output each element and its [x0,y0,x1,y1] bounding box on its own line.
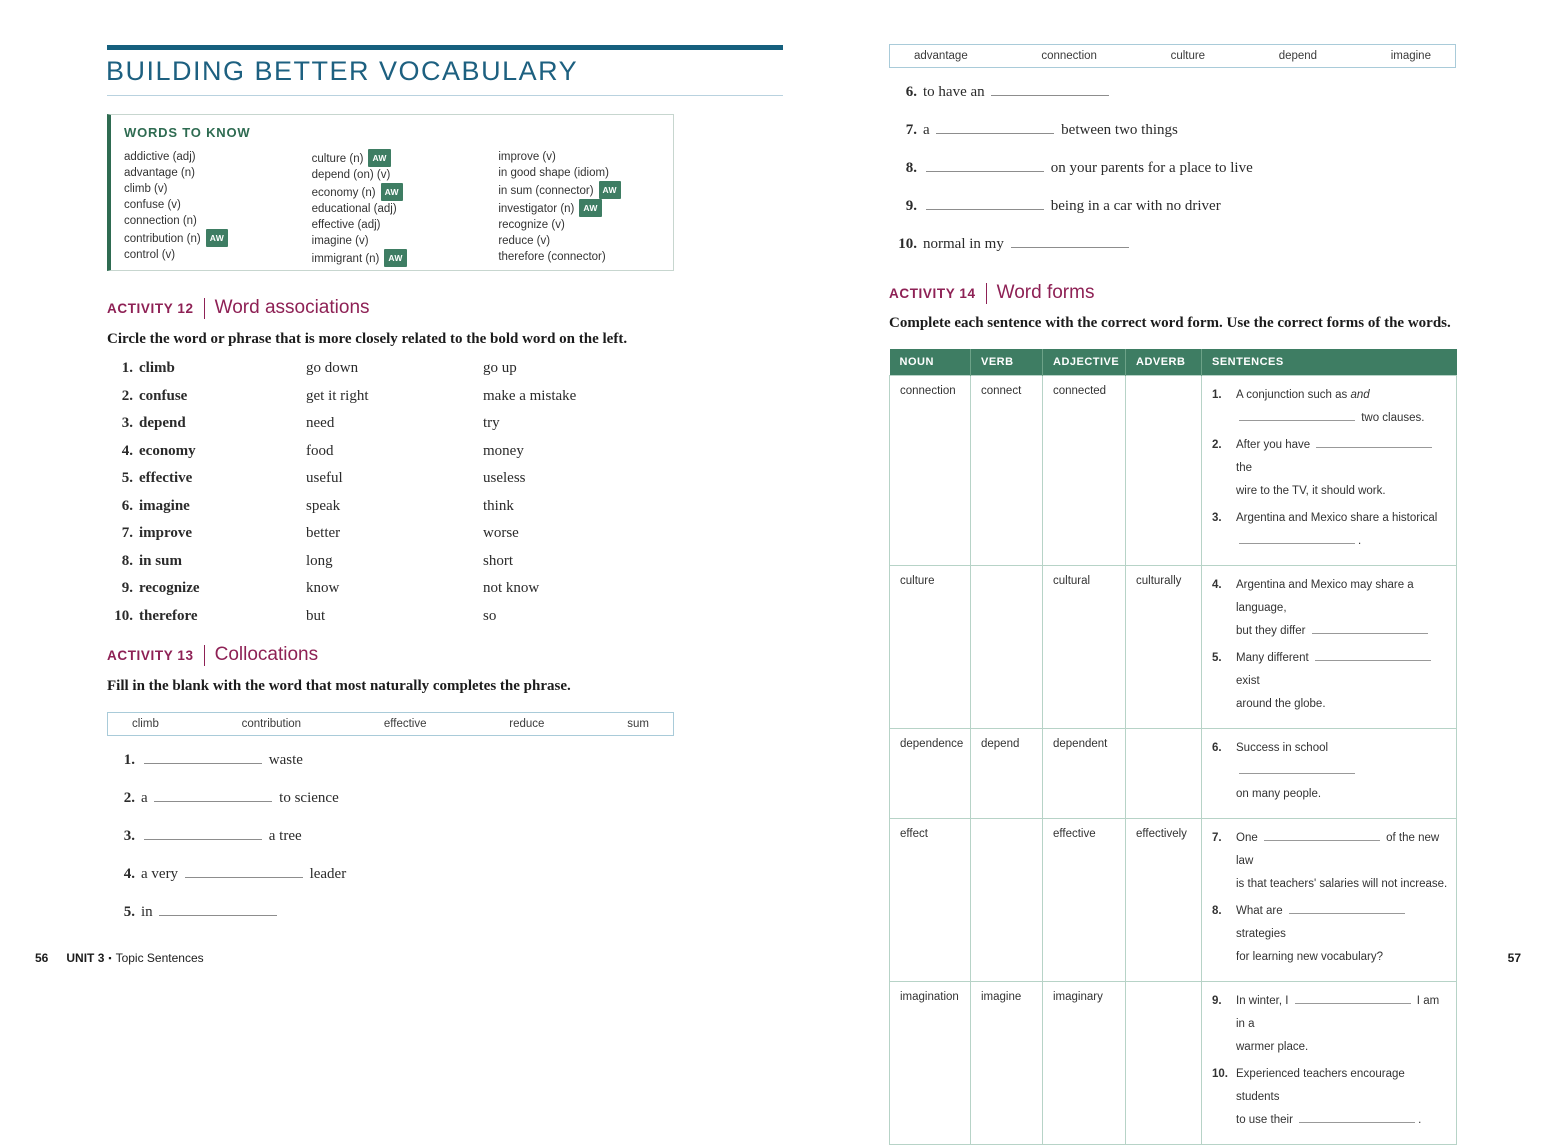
aw-badge: AW [368,149,390,167]
word-bank-item: culture [1170,50,1206,62]
sentence-text: After you have the wire to the TV, it should work. [1236,439,1435,497]
table-row [890,566,1457,729]
vocab-word [124,197,312,213]
fill-text: being in a car with no driver [923,198,1221,215]
vocab-word [498,199,673,217]
activity13-instruction: Fill in the blank with the word that most naturally completes the phrase. [107,678,571,694]
sentence-item [1212,507,1448,553]
option-left: speak [306,497,341,514]
bold-word: economy [139,442,196,459]
association-row [107,360,783,388]
bold-word: therefore [139,607,198,624]
vocab-word [312,249,499,267]
page-number: 56 [35,951,49,965]
aw-badge: AW [579,199,601,217]
item-number: 3. [121,415,133,431]
fill-text: a to science [141,790,339,806]
table-row [890,376,1457,566]
words-to-know-heading: WORDS TO KNOW [124,125,251,140]
page-right [781,0,1563,1126]
activity12-instruction: Circle the word or phrase that is more closely related to the bold word on the left. [107,331,628,347]
vocab-word-text: improve (v) [498,151,556,163]
item-number: 5. [121,470,133,486]
heading-divider [204,298,205,319]
cell-adverb [1126,982,1202,1145]
fill-item [889,198,1456,236]
cell-sentences [1202,819,1457,982]
fill-item [107,828,783,866]
italic-word: and [1350,389,1370,401]
vocab-word-text: connection (n) [124,215,197,227]
association-row [107,498,783,526]
answer-blank [144,753,262,764]
cell-adverb [1126,376,1202,566]
association-row [107,553,783,581]
sentence-item [1212,384,1448,430]
bold-word: effective [139,470,193,486]
sentence-text: Argentina and Mexico may share a language, but they differ [1236,579,1431,637]
fill-item [889,84,1456,122]
section-label: Topic Sentences [115,951,204,965]
bold-word: imagine [139,497,190,514]
sentence-number: 4. [1212,579,1222,591]
vocab-word [498,165,673,181]
bold-word: recognize [139,580,200,596]
sentence-text: One of the new law is that teachers' salaries will not increase. [1236,832,1448,890]
cell-verb [971,566,1043,729]
item-number: 8. [121,552,133,569]
fill-text: in [141,904,280,921]
sentence-text: A conjunction such as and two clauses. [1236,389,1425,424]
option-left: better [306,525,341,541]
vocab-word [124,213,312,229]
activity-title: Word forms [996,282,1095,303]
sentence-item [1212,647,1448,716]
sentence-item [1212,900,1448,969]
page-number: 57 [1507,951,1521,965]
vocab-word [124,247,312,263]
item-number: 4. [121,442,133,459]
fill-item [107,790,783,828]
cell-sentences [1202,729,1457,819]
vocab-word-text: immigrant (n) [311,253,380,265]
option-left: need [306,415,335,431]
sentence-text: Many different exist around the globe. [1236,652,1434,710]
item-number: 10. [898,236,917,252]
sentence-number: 6. [1212,742,1222,754]
association-row [107,470,783,498]
cell-adjective: connected [1043,376,1126,566]
option-right: useless [483,470,526,486]
activity13-items-continued [889,84,1456,274]
answer-blank [1316,439,1432,448]
activity13-heading [107,644,318,666]
vocab-word [498,217,673,233]
fill-text: a very leader [141,866,347,882]
vocab-word-text: in sum (connector) [498,185,594,197]
column-header: ADJECTIVE [1043,349,1126,376]
vocab-word [312,149,499,167]
sentence-text: What are strategies for learning new vocabulary? [1236,905,1408,963]
vocab-word-text: climb (v) [124,183,168,195]
word-bank-item: climb [132,718,159,730]
vocab-word [498,149,673,165]
vocab-word-text: culture (n) [311,153,364,165]
activity-label: ACTIVITY 14 [889,285,976,301]
sentence-number: 2. [1212,439,1222,451]
answer-blank [1299,1114,1415,1123]
association-row [107,415,783,443]
vocab-word-text: reduce (v) [498,235,551,247]
bold-word: climb [139,360,175,376]
vocab-word-text: depend (on) (v) [311,169,391,181]
sentence-number: 10. [1212,1068,1228,1080]
word-bank-item: depend [1278,50,1318,62]
vocab-word-text: investigator (n) [498,203,575,215]
activity13-word-bank [107,712,674,736]
unit-label: UNIT 3 [66,951,105,965]
association-row [107,388,783,416]
option-right: short [483,552,513,569]
fill-item [107,866,783,904]
vocab-word-text: educational (adj) [311,203,397,215]
option-right: make a mistake [483,387,577,404]
answer-blank [159,905,277,916]
word-bank-item: effective [383,718,427,730]
words-column [498,149,673,267]
table-row [890,729,1457,819]
column-header: SENTENCES [1202,349,1457,376]
activity-title: Collocations [214,644,319,665]
answer-blank [1264,832,1380,841]
vocab-word [312,217,499,233]
vocab-word [498,233,673,249]
item-number: 9. [121,580,133,596]
answer-blank [1315,652,1431,661]
option-left: go down [306,360,359,376]
vocab-word [312,167,499,183]
vocab-word-text: contribution (n) [124,233,201,245]
vocab-word-text: control (v) [124,249,176,261]
item-number: 7. [905,122,917,138]
sentence-text: Argentina and Mexico share a historical . [1236,512,1438,547]
association-row [107,580,783,608]
option-right: not know [483,580,540,596]
option-left: long [306,552,333,569]
answer-blank [185,867,303,878]
bold-word: in sum [139,552,182,569]
vocab-word-text: confuse (v) [124,199,181,211]
item-number: 8. [905,160,917,176]
table-row [890,819,1457,982]
vocab-word [312,233,499,249]
sentence-item [1212,737,1448,806]
heading-divider [986,283,987,304]
cell-sentences [1202,566,1457,729]
activity12-heading [107,297,370,319]
fill-text: normal in my [923,236,1132,253]
cell-verb: depend [971,729,1043,819]
cell-verb: imagine [971,982,1043,1145]
word-bank-item: imagine [1390,50,1431,62]
word-bank-item: connection [1041,50,1097,62]
fill-text: on your parents for a place to live [923,160,1253,177]
fill-text: to have an [923,84,1112,101]
bold-word: confuse [139,387,188,404]
item-number: 6. [905,84,917,100]
answer-blank [991,85,1109,96]
vocab-word-text: therefore (connector) [498,251,606,263]
vocab-word-text: effective (adj) [311,219,381,231]
cell-adverb: culturally [1126,566,1202,729]
vocab-word [124,229,312,247]
option-right: go up [483,360,517,376]
cell-verb [971,819,1043,982]
cell-verb: connect [971,376,1043,566]
item-number: 2. [121,387,133,404]
vocab-word [498,181,673,199]
vocab-word-text: in good shape (idiom) [498,167,609,179]
option-left: get it right [306,387,369,404]
cell-adjective: cultural [1043,566,1126,729]
bold-word: improve [139,525,193,541]
cell-noun: dependence [890,729,971,819]
item-number: 5. [123,904,135,920]
option-left: food [306,442,334,459]
bold-word: depend [139,415,186,431]
answer-blank [936,123,1054,134]
answer-blank [926,161,1044,172]
answer-blank [154,791,272,802]
aw-badge: AW [206,229,228,247]
cell-adjective: dependent [1043,729,1126,819]
option-right: think [483,497,514,514]
fill-item [889,160,1456,198]
cell-noun: imagination [890,982,971,1145]
fill-item [889,236,1456,274]
cell-noun: effect [890,819,971,982]
words-column [312,149,499,267]
item-number: 3. [123,828,135,844]
answer-blank [1312,625,1428,634]
aw-badge: AW [599,181,621,199]
item-number: 2. [123,790,135,806]
sentence-text: In winter, I I am in a warmer place. [1236,995,1440,1053]
option-left: know [306,580,340,596]
vocab-word-text: economy (n) [311,187,376,199]
association-row [107,525,783,553]
vocab-word [124,165,312,181]
cell-adjective: imaginary [1043,982,1126,1145]
column-header: VERB [971,349,1043,376]
vocab-word-text: imagine (v) [311,235,369,247]
footer-bullet: ▪ [108,953,112,963]
vocab-word [498,249,673,265]
sentence-number: 8. [1212,905,1222,917]
fill-item [107,752,783,790]
sentence-number: 5. [1212,652,1222,664]
sentence-number: 3. [1212,512,1222,524]
word-bank-item: advantage [914,50,968,62]
word-forms-table [889,349,1457,1145]
aw-badge: AW [381,183,403,201]
sentence-number: 1. [1212,389,1222,401]
sentence-number: 9. [1212,995,1222,1007]
vocab-word-text: addictive (adj) [124,151,196,163]
option-right: try [483,415,500,431]
vocab-word-text: advantage (n) [124,167,195,179]
sentence-item [1212,827,1448,896]
answer-blank [1011,237,1129,248]
page-footer [35,951,204,965]
cell-adverb: effectively [1126,819,1202,982]
words-to-know-box [107,114,674,271]
word-association-list [107,360,783,635]
answer-blank [1239,535,1355,544]
sentence-item [1212,990,1448,1059]
vocab-word [124,181,312,197]
option-right: worse [483,525,519,541]
item-number: 9. [905,198,917,214]
answer-blank [926,199,1044,210]
item-number: 6. [121,497,133,514]
page-title: BUILDING BETTER VOCABULARY [106,56,579,86]
answer-blank [1289,905,1405,914]
words-to-know-columns [124,149,673,267]
activity13-items [107,752,783,942]
item-number: 1. [123,752,135,768]
vocab-word [312,183,499,201]
cell-noun: culture [890,566,971,729]
table-header-row [890,349,1457,376]
fill-text: a tree [141,828,302,845]
sentence-item [1212,434,1448,503]
item-number: 1. [121,360,133,376]
activity13-word-bank-continued [889,44,1456,68]
cell-adverb [1126,729,1202,819]
sentence-item [1212,1063,1448,1132]
heading-divider [204,645,205,666]
cell-adjective: effective [1043,819,1126,982]
vocab-word [312,201,499,217]
word-bank-item: contribution [241,718,302,730]
vocab-word [124,149,312,165]
cell-noun: connection [890,376,971,566]
cell-sentences [1202,376,1457,566]
activity14-heading [889,282,1094,304]
word-bank-item: sum [627,718,649,730]
option-left: but [306,607,326,624]
option-left: useful [306,470,343,486]
column-header: ADVERB [1126,349,1202,376]
association-row [107,608,783,636]
words-column [124,149,312,267]
sentence-item [1212,574,1448,643]
answer-blank [144,829,262,840]
fill-item [107,904,783,942]
vocab-word-text: recognize (v) [498,219,565,231]
fill-text: waste [141,752,303,769]
fill-item [889,122,1456,160]
column-header: NOUN [890,349,971,376]
title-accent-bar [107,45,783,50]
item-number: 4. [123,866,135,882]
sentence-text: Experienced teachers encourage students to use their . [1236,1068,1422,1126]
aw-badge: AW [384,249,406,267]
option-right: so [483,607,497,624]
item-number: 10. [114,607,133,624]
activity14-instruction: Complete each sentence with the correct word form. Use the correct forms of the words. [889,315,1451,331]
page-left [0,0,781,1000]
sentence-number: 7. [1212,832,1222,844]
association-row [107,443,783,471]
activity-label: ACTIVITY 13 [107,647,194,663]
fill-text: a between two things [923,122,1178,138]
sentence-text: Success in school on many people. [1236,742,1358,800]
answer-blank [1239,765,1355,774]
activity-title: Word associations [214,297,370,318]
item-number: 7. [121,525,133,541]
answer-blank [1239,412,1355,421]
word-bank-item: reduce [509,718,545,730]
activity-label: ACTIVITY 12 [107,300,194,316]
option-right: money [483,442,524,459]
table-row [890,982,1457,1145]
cell-sentences [1202,982,1457,1145]
title-rule [107,95,783,96]
